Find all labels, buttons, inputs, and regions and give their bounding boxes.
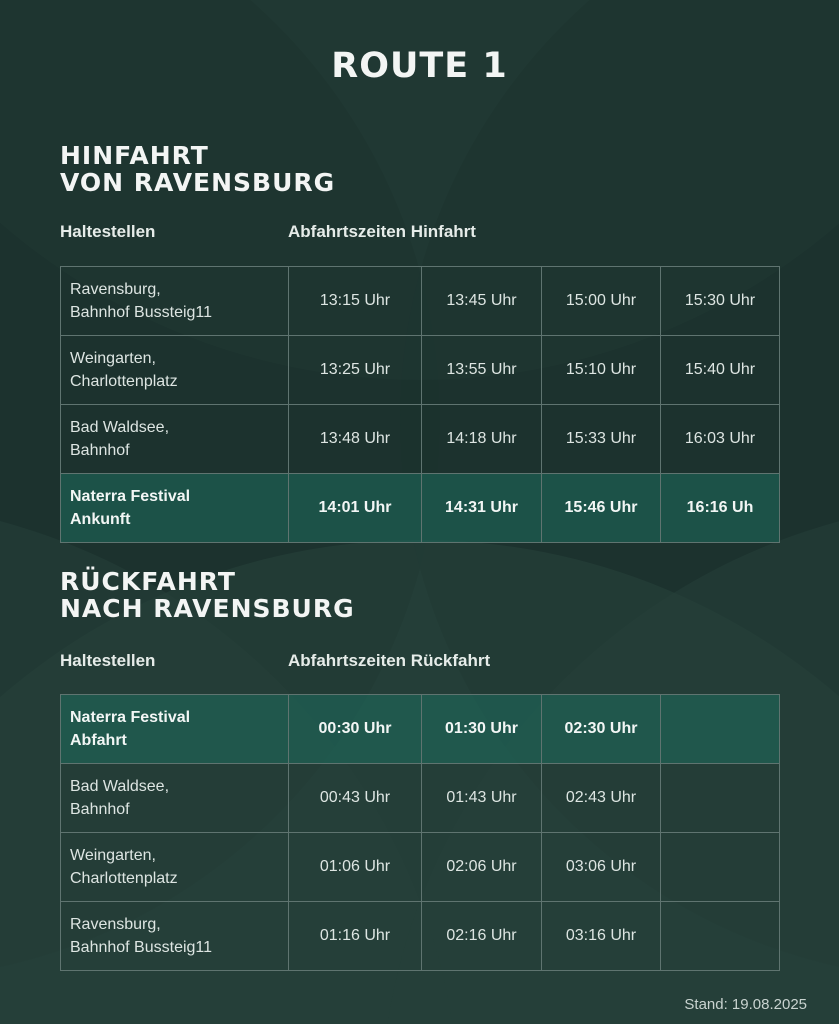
- time-cell: 01:16 Uhr: [289, 902, 422, 971]
- stop-cell: [61, 902, 289, 971]
- time-cell: 15:00 Uhr: [542, 267, 661, 336]
- time-cell: 01:30 Uhr: [422, 695, 542, 764]
- table-row-highlight: [61, 695, 780, 764]
- time-cell: 02:30 Uhr: [542, 695, 661, 764]
- stop-cell: [61, 405, 289, 474]
- stop-cell: [61, 764, 289, 833]
- time-cell: 03:06 Uhr: [542, 833, 661, 902]
- time-cell: 15:40 Uhr: [661, 336, 780, 405]
- stop-cell: [61, 833, 289, 902]
- table-row: [61, 764, 780, 833]
- stop-name: Weingarten,: [70, 847, 156, 864]
- return-times-label: Abfahrtszeiten Rückfahrt: [288, 651, 491, 670]
- time-cell: 02:43 Uhr: [542, 764, 661, 833]
- stop-name: Naterra Festival: [70, 709, 191, 726]
- stop-cell: [61, 695, 289, 764]
- time-cell: 01:06 Uhr: [289, 833, 422, 902]
- table-row-highlight: [61, 474, 780, 543]
- return-timetable: [60, 694, 780, 971]
- time-cell: 15:10 Uhr: [542, 336, 661, 405]
- time-cell: 15:33 Uhr: [542, 405, 661, 474]
- time-cell: 14:18 Uhr: [422, 405, 542, 474]
- table-row: [61, 405, 780, 474]
- time-cell: [661, 902, 780, 971]
- page-title: ROUTE 1: [331, 46, 508, 86]
- time-cell: 02:06 Uhr: [422, 833, 542, 902]
- stop-name: Bad Waldsee,: [70, 778, 170, 795]
- stop-detail: Bahnhof: [70, 801, 130, 818]
- time-cell: [661, 833, 780, 902]
- outbound-heading: [60, 142, 335, 196]
- stop-name: Ravensburg,: [70, 281, 161, 298]
- stop-name: Naterra Festival: [70, 488, 191, 505]
- outbound-heading-line1: HINFAHRT: [60, 141, 209, 170]
- table-row: [61, 833, 780, 902]
- time-cell: 13:55 Uhr: [422, 336, 542, 405]
- outbound-timetable: [60, 266, 780, 543]
- stop-name: Ravensburg,: [70, 916, 161, 933]
- time-cell: 13:48 Uhr: [289, 405, 422, 474]
- time-cell: 13:15 Uhr: [289, 267, 422, 336]
- time-cell: 14:31 Uhr: [422, 474, 542, 543]
- time-cell: 15:46 Uhr: [542, 474, 661, 543]
- stop-detail: Charlottenplatz: [70, 870, 178, 887]
- stop-detail: Abfahrt: [70, 732, 127, 749]
- time-cell: 00:43 Uhr: [289, 764, 422, 833]
- time-cell: 00:30 Uhr: [289, 695, 422, 764]
- stop-cell: [61, 267, 289, 336]
- time-cell: [661, 764, 780, 833]
- time-cell: 03:16 Uhr: [542, 902, 661, 971]
- time-cell: [661, 695, 780, 764]
- stop-cell: [61, 336, 289, 405]
- stop-name: Bad Waldsee,: [70, 419, 170, 436]
- table-row: [61, 902, 780, 971]
- return-heading-line1: RÜCKFAHRT: [60, 567, 236, 596]
- stop-cell: [61, 474, 289, 543]
- stop-detail: Bahnhof: [70, 442, 130, 459]
- outbound-stops-label: Haltestellen: [60, 222, 156, 241]
- time-cell: 13:45 Uhr: [422, 267, 542, 336]
- return-heading: [60, 568, 355, 622]
- stop-detail: Bahnhof Bussteig11: [70, 939, 213, 956]
- time-cell: 13:25 Uhr: [289, 336, 422, 405]
- stop-detail: Bahnhof Bussteig11: [70, 304, 213, 321]
- stop-detail: Charlottenplatz: [70, 373, 178, 390]
- stop-name: Weingarten,: [70, 350, 156, 367]
- stop-detail: Ankunft: [70, 511, 131, 528]
- table-row: [61, 267, 780, 336]
- outbound-heading-line2: VON RAVENSBURG: [60, 168, 336, 197]
- time-cell: 16:16 Uh: [661, 474, 780, 543]
- outbound-times-label: Abfahrtszeiten Hinfahrt: [288, 222, 476, 241]
- time-cell: 14:01 Uhr: [289, 474, 422, 543]
- time-cell: 15:30 Uhr: [661, 267, 780, 336]
- stand-date: Stand: 19.08.2025: [684, 996, 807, 1013]
- table-row: [61, 336, 780, 405]
- time-cell: 16:03 Uhr: [661, 405, 780, 474]
- time-cell: 01:43 Uhr: [422, 764, 542, 833]
- return-stops-label: Haltestellen: [60, 651, 156, 670]
- return-heading-line2: NACH RAVENSBURG: [60, 594, 355, 623]
- time-cell: 02:16 Uhr: [422, 902, 542, 971]
